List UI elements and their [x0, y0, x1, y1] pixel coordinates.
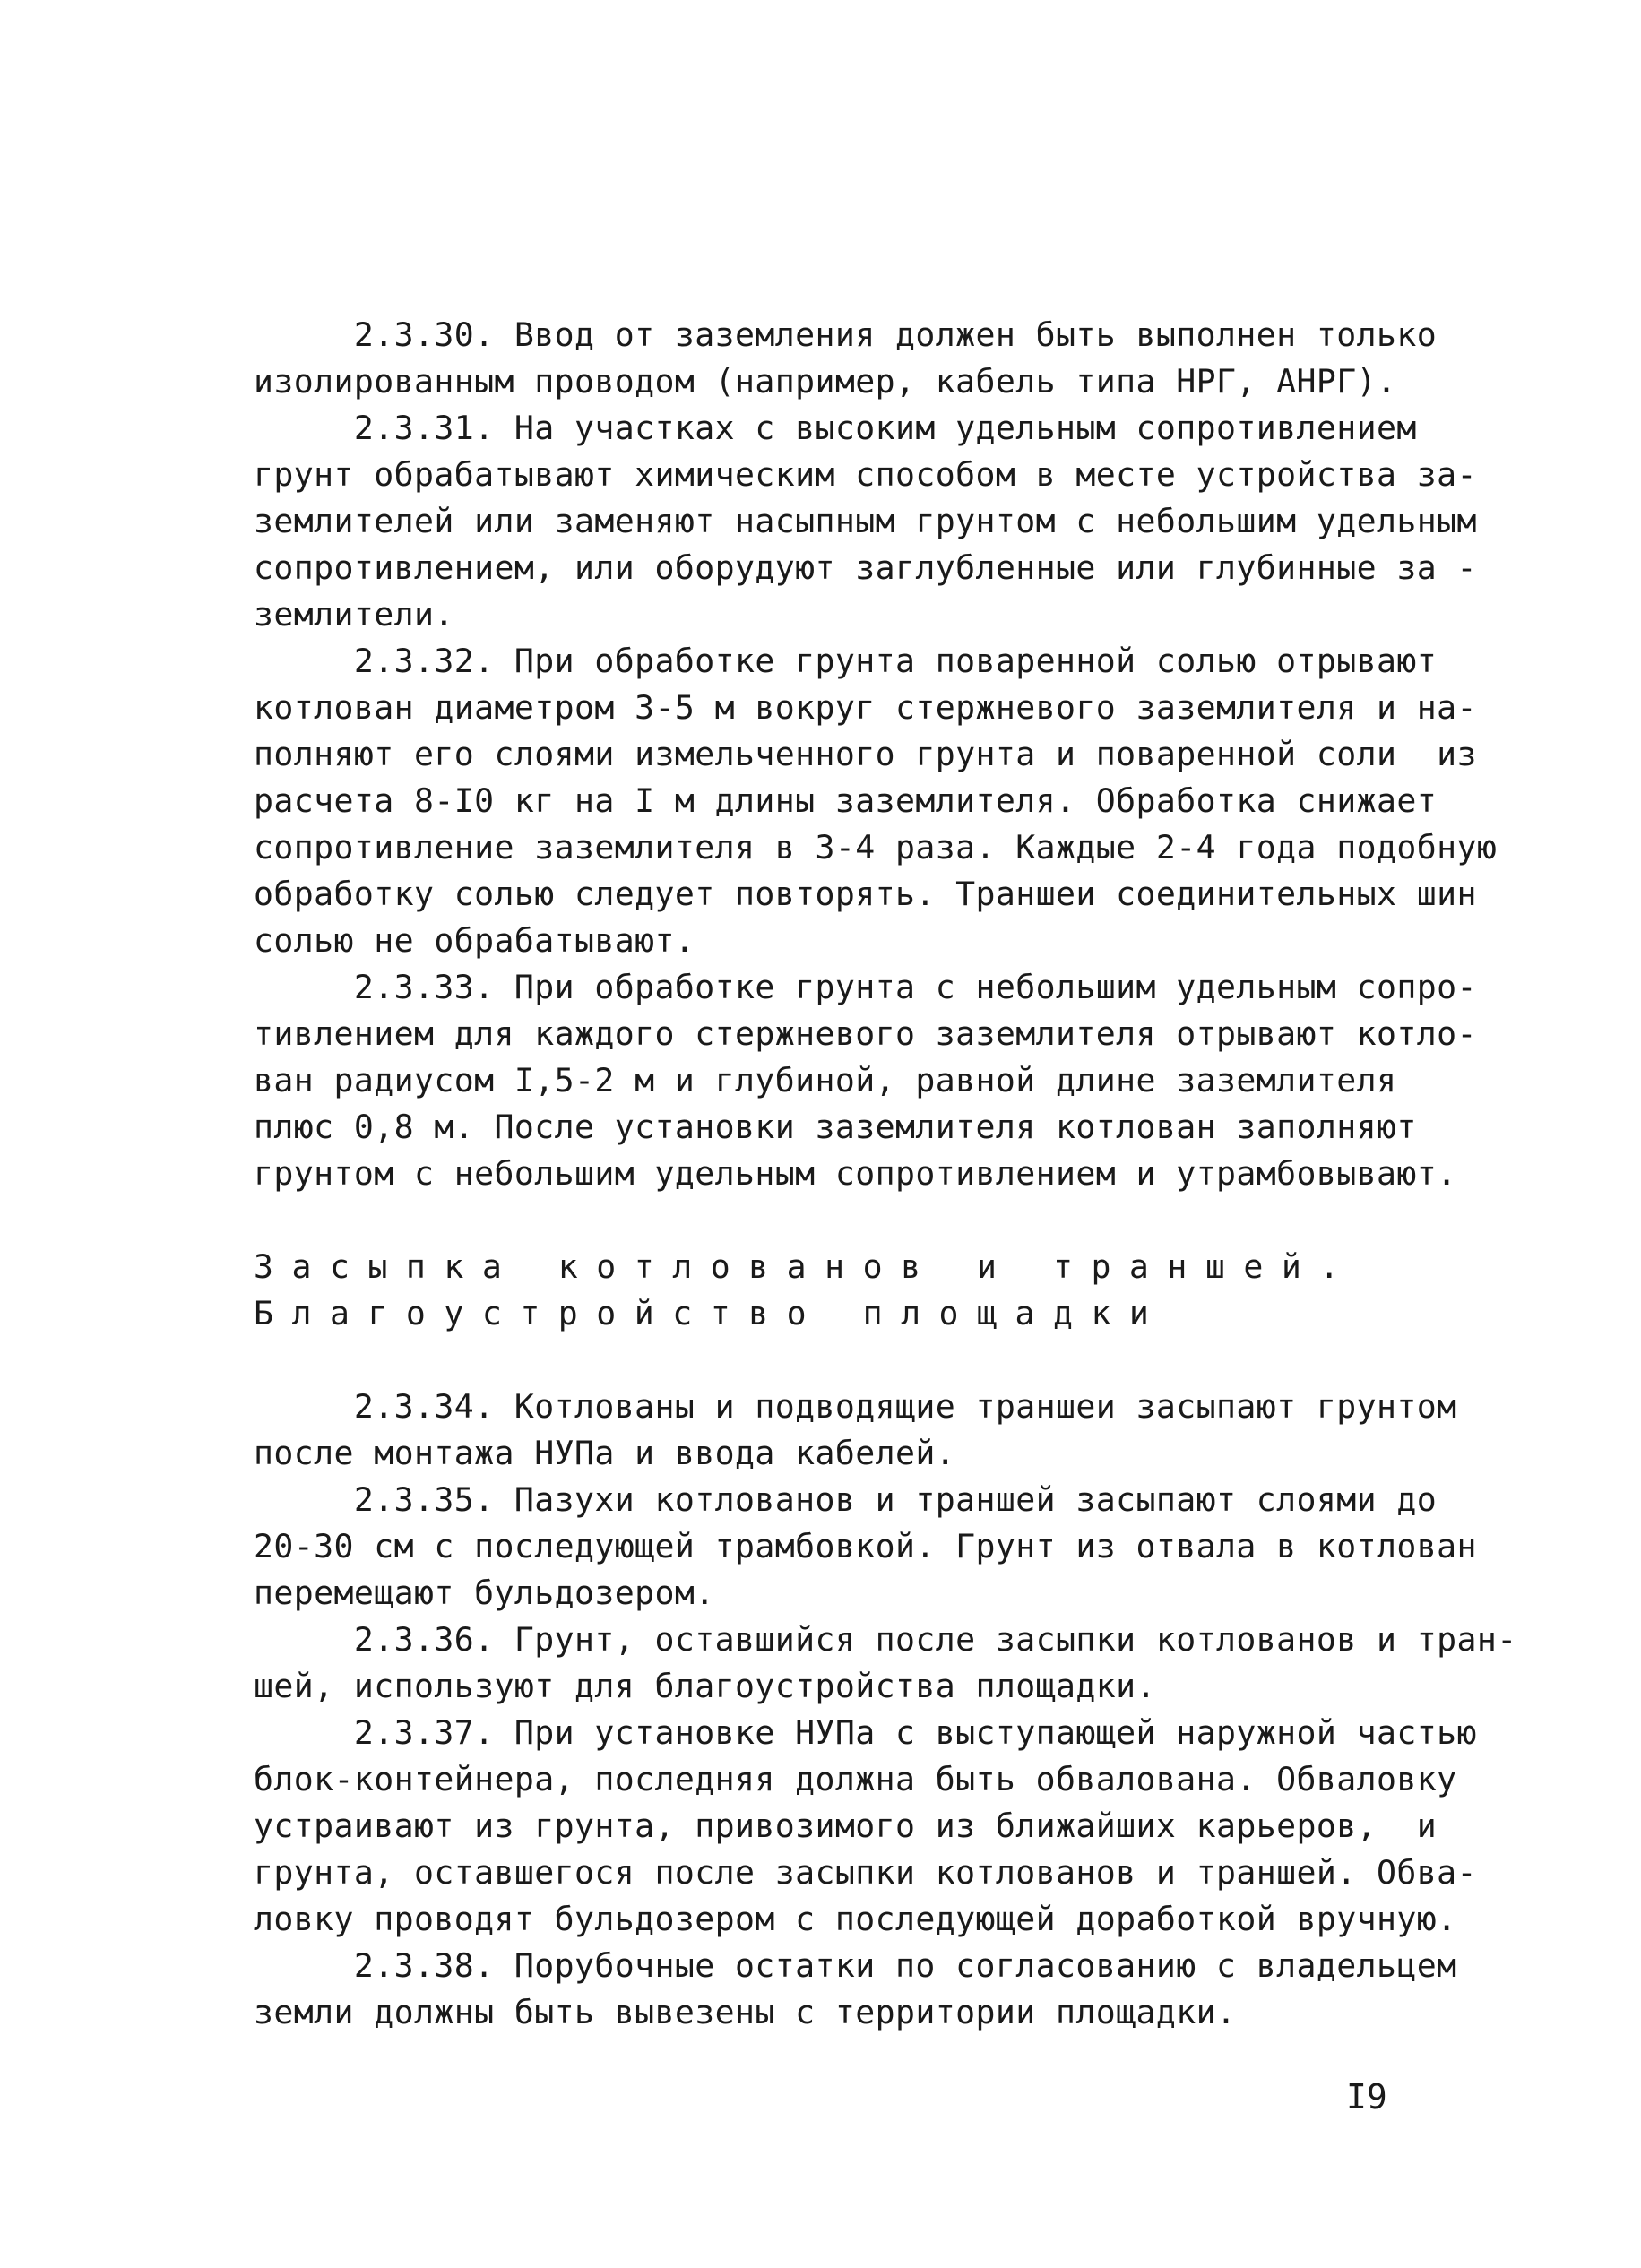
- text-line: 2.3.33. При обработке грунта с небольшим удельным сопро-: [254, 968, 1477, 1006]
- text-line: землителей или заменяют насыпным грунтом с небольшим удельным: [254, 502, 1477, 540]
- spacer: [254, 1337, 1446, 1384]
- paragraphs-top: [254, 312, 1498, 1197]
- section-heading: [254, 1244, 1446, 1337]
- text-line: блок-контейнера, последняя должна быть обвалована. Обваловку: [254, 1760, 1457, 1798]
- text-line: полняют его слоями измельченного грунта и поваренной соли из: [254, 735, 1477, 773]
- text-line: шей, используют для благоустройства площадки.: [254, 1667, 1156, 1705]
- text-line: обработку солью следует повторять. Траншеи соединительных шин: [254, 875, 1477, 913]
- text-line: ван радиусом I,5-2 м и глубиной, равной длине заземлителя: [254, 1061, 1397, 1100]
- text-line: 2.3.31. На участках с высоким удельным сопротивлением: [254, 409, 1417, 447]
- paragraphs-bottom: [254, 1384, 1517, 2036]
- text-line: 2.3.37. При установке НУПа с выступающей наружной частью: [254, 1713, 1477, 1752]
- spacer: [254, 1197, 1446, 1244]
- text-line: после монтажа НУПа и ввода кабелей.: [254, 1434, 956, 1472]
- text-line: расчета 8-I0 кг на I м длины заземлителя. Обработка снижает: [254, 781, 1438, 820]
- page-number: I9: [1346, 2077, 1387, 2117]
- text-line: 20-30 см с последующей трамбовкой. Грунт из отвала в котлован: [254, 1527, 1477, 1565]
- document-body: [254, 312, 1517, 2036]
- text-line: 2.3.36. Грунт, оставшийся после засыпки котлованов и тран-: [254, 1620, 1517, 1659]
- text-line: землители.: [254, 595, 454, 634]
- text-line: 2.3.30. Ввод от заземления должен быть выполнен только: [254, 315, 1438, 354]
- text-line: изолированным проводом (например, кабель типа НРГ, АНРГ).: [254, 362, 1397, 401]
- text-line: земли должны быть вывезены с территории площадки.: [254, 1993, 1237, 2031]
- text-line: грунт обрабатывают химическим способом в месте устройства за-: [254, 455, 1477, 494]
- text-line: 2.3.34. Котлованы и подводящие траншеи засыпают грунтом: [254, 1387, 1457, 1426]
- text-line: грунта, оставшегося после засыпки котлованов и траншей. Обва-: [254, 1853, 1477, 1892]
- text-line: устраивают из грунта, привозимого из ближайших карьеров, и: [254, 1807, 1438, 1845]
- text-line: котлован диаметром 3-5 м вокруг стержневого заземлителя и на-: [254, 688, 1477, 727]
- text-line: 2.3.32. При обработке грунта поваренной солью отрывают: [254, 642, 1438, 680]
- text-line: перемещают бульдозером.: [254, 1574, 715, 1612]
- text-line: грунтом с небольшим удельным сопротивлением и утрамбовывают.: [254, 1154, 1457, 1193]
- text-line: солью не обрабатывают.: [254, 921, 695, 960]
- text-line: сопротивление заземлителя в 3-4 раза. Каждые 2-4 года подобную: [254, 828, 1498, 867]
- text-line: тивлением для каждого стержневого заземлителя отрывают котло-: [254, 1014, 1477, 1053]
- text-line: 2.3.38. Порубочные остатки по согласованию с владельцем: [254, 1946, 1457, 1985]
- section-heading-line: Благоустройство площадки: [254, 1294, 1168, 1332]
- text-line: 2.3.35. Пазухи котлованов и траншей засыпают слоями до: [254, 1480, 1438, 1519]
- text-line: плюс 0,8 м. После установки заземлителя котлован заполняют: [254, 1108, 1417, 1146]
- text-line: ловку проводят бульдозером с последующей доработкой вручную.: [254, 1900, 1457, 1938]
- text-line: сопротивлением, или оборудуют заглубленные или глубинные за -: [254, 548, 1477, 587]
- section-heading-line: Засыпка котлованов и траншей.: [254, 1247, 1358, 1286]
